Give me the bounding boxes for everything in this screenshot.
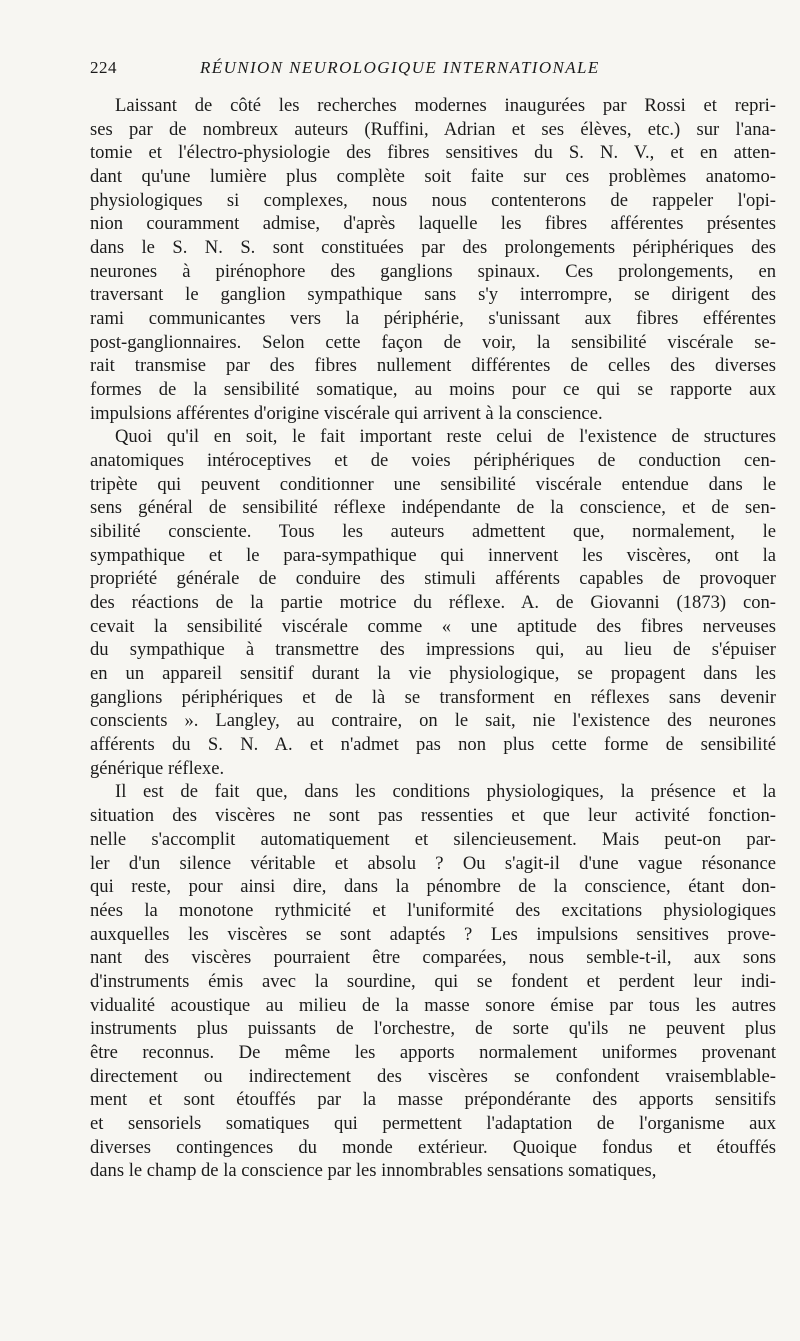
paragraph — [90, 780, 776, 1182]
paragraph — [90, 425, 776, 780]
text-line: vidualité acoustique au milieu de la masse sonore émise par tous les autres — [90, 994, 776, 1016]
text-line: Il est de fait que, dans les conditions physiologiques, la présence et la — [115, 781, 776, 803]
running-title: RÉUNION NEUROLOGIQUE INTERNATIONALE — [200, 58, 600, 77]
text-line: physiologiques si complexes, nous nous contenterons de rappeler l'opi- — [90, 189, 776, 211]
text-line: du sympathique à transmettre des impressions qui, au lieu de s'épuiser — [90, 639, 776, 661]
text-line: qui reste, pour ainsi dire, dans la pénombre de la conscience, étant don- — [90, 876, 776, 898]
text-line: et sensoriels somatiques qui permettent l'adaptation de l'organisme aux — [90, 1112, 776, 1134]
page-header — [90, 58, 780, 84]
text-line: d'instruments émis avec la sourdine, qui se fondent et perdent leur indi- — [90, 970, 776, 992]
text-line: nées la monotone rythmicité et l'uniformité des excitations physiologiques — [90, 899, 776, 921]
text-line: nant des viscères pourraient être comparées, nous semble-t-il, aux sons — [90, 947, 776, 969]
text-line: instruments plus puissants de l'orchestre, de sorte qu'ils ne peuvent plus — [90, 1018, 776, 1040]
text-line: nion couramment admise, d'après laquelle les fibres afférentes présentes — [90, 213, 776, 235]
text-line: impulsions afférentes d'origine viscérale qui arrivent à la conscience. — [90, 402, 603, 424]
text-line: nelle s'accomplit automatiquement et silencieusement. Mais peut-on par- — [90, 828, 776, 850]
text-line: en un appareil sensitif durant la vie physiologique, se propagent dans les — [90, 663, 776, 685]
text-line: générique réflexe. — [90, 757, 225, 779]
text-line: directement ou indirectement des viscères se confondent vraisemblable- — [90, 1065, 776, 1087]
text-line: auxquelles les viscères se sont adaptés ? Les impulsions sensitives prove- — [90, 923, 776, 945]
text-line: ses par de nombreux auteurs (Ruffini, Adrian et ses élèves, etc.) sur l'ana- — [90, 118, 776, 140]
text-line: afférents du S. N. A. et n'admet pas non plus cette forme de sensibilité — [90, 734, 776, 756]
text-line: neurones à pirénophore des ganglions spinaux. Ces prolongements, en — [90, 260, 776, 282]
text-line: conscients ». Langley, au contraire, on le sait, nie l'existence des neurones — [90, 710, 776, 732]
text-line: ler d'un silence véritable et absolu ? Ou s'agit-il d'une vague résonance — [90, 852, 776, 874]
text-line: sympathique et le para-sympathique qui innervent les viscères, ont la — [90, 544, 776, 566]
text-line: dans le champ de la conscience par les innombrables sensations somatiques, — [90, 1160, 657, 1182]
text-line: formes de la sensibilité somatique, au moins pour ce qui se rapporte aux — [90, 379, 776, 401]
text-line: tomie et l'électro-physiologie des fibres sensitives du S. N. V., et en atten- — [90, 142, 776, 164]
page-number: 224 — [90, 58, 117, 77]
text-line: Quoi qu'il en soit, le fait important reste celui de l'existence de structures — [115, 426, 776, 448]
body-text — [90, 94, 776, 1183]
text-line: rait transmise par des fibres nullement différentes de celles des diverses — [90, 355, 776, 377]
text-line: ganglions périphériques et de là se transforment en réflexes sans devenir — [90, 686, 776, 708]
text-line: des réactions de la partie motrice du réflexe. A. de Giovanni (1873) con- — [90, 592, 776, 614]
text-line: tripète qui peuvent conditionner une sensibilité viscérale entendue dans le — [90, 473, 776, 495]
text-line: Laissant de côté les recherches modernes inaugurées par Rossi et repri- — [115, 95, 776, 116]
text-line: sibilité consciente. Tous les auteurs admettent que, normalement, le — [90, 521, 776, 543]
text-line: être reconnus. De même les apports normalement uniformes provenant — [90, 1041, 776, 1063]
text-line: dant qu'une lumière plus complète soit faite sur ces problèmes anatomo- — [90, 166, 776, 188]
text-line: traversant le ganglion sympathique sans s'y interrompre, se dirigent des — [90, 284, 776, 306]
text-line: cevait la sensibilité viscérale comme « une aptitude des fibres nerveuses — [90, 615, 776, 637]
text-line: situation des viscères ne sont pas ressenties et que leur activité fonction- — [90, 805, 776, 827]
text-line: anatomiques intéroceptives et de voies périphériques de conduction cen- — [90, 450, 776, 472]
text-line: dans le S. N. S. sont constituées par des prolongements périphériques des — [90, 237, 776, 259]
paragraph — [90, 94, 776, 425]
text-line: rami communicantes vers la périphérie, s'unissant aux fibres efférentes — [90, 308, 776, 330]
text-line: post-ganglionnaires. Selon cette façon de voir, la sensibilité viscérale se- — [90, 331, 776, 353]
text-line: ment et sont étouffés par la masse prépondérante des apports sensitifs — [90, 1089, 776, 1111]
text-line: sens général de sensibilité réflexe indépendante de la conscience, et de sen- — [90, 497, 776, 519]
text-line: diverses contingences du monde extérieur. Quoique fondus et étouffés — [90, 1136, 776, 1158]
text-line: propriété générale de conduire des stimuli afférents capables de provoquer — [90, 568, 776, 590]
